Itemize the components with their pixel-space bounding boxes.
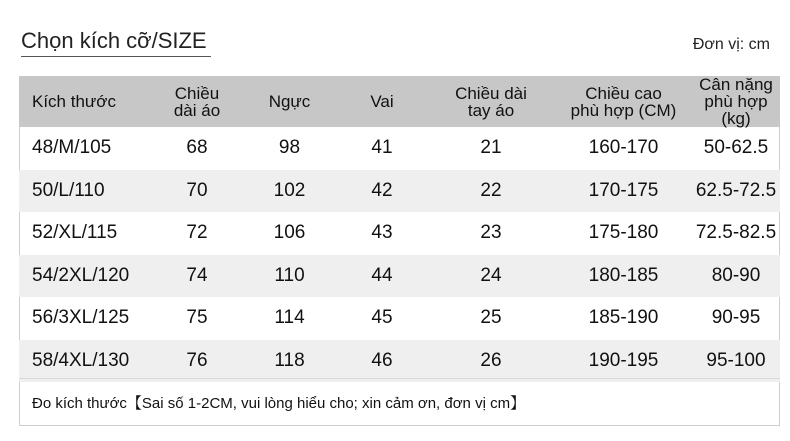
table-cell: 180-185 [588,264,659,286]
header-fit-height: Chiều cao phù hợp (CM) [570,83,677,120]
table-cell: 68 [186,137,208,159]
table-cell: 175-180 [588,222,659,244]
table-cell: 23 [480,222,502,244]
table-cell: 118 [274,349,305,371]
table-cell: 22 [480,179,502,201]
header-shoulder: Vai [370,92,394,111]
page-title: Chọn kích cỡ/SIZE [21,28,207,53]
table-cell: 50/L/110 [32,179,105,201]
table-cell: 74 [186,264,208,286]
table-cell: 110 [274,264,305,286]
table-cell: 25 [480,307,502,329]
table-row [19,297,780,340]
table-cell: 190-195 [588,349,659,371]
table-cell: 76 [186,349,208,371]
table-cell: 43 [371,222,393,244]
table-cell: 58/4XL/130 [32,349,130,371]
title-underline [21,56,211,57]
header-sleeve-length: Chiều dài tay áo [455,83,527,120]
table-cell: 48/M/105 [32,137,112,159]
table-cell: 95-100 [706,349,766,371]
table-row [19,170,780,213]
table-cell: 98 [278,137,301,159]
unit-label: Đơn vị: cm [692,36,770,53]
table-cell: 46 [371,349,393,371]
table-cell: 185-190 [588,307,659,329]
table-header-row [19,76,780,127]
table-row [19,255,780,298]
table-cell: 106 [273,222,306,244]
table-cell: 54/2XL/120 [32,264,130,286]
header-chest: Ngực [268,92,311,111]
table-cell: 90-95 [711,307,761,329]
table-cell: 80-90 [711,264,761,286]
table-cell: 26 [480,349,502,371]
table-cell: 44 [371,264,393,286]
table-cell: 170-175 [588,179,659,201]
table-cell: 75 [186,307,208,329]
table-row [19,127,780,170]
table-cell: 50-62.5 [703,137,769,159]
table-row [19,212,780,255]
table-cell: 62.5-72.5 [695,179,777,201]
table-cell: 45 [371,307,393,329]
table-cell: 42 [371,179,393,201]
table-row [19,340,780,383]
table-cell: 21 [480,137,502,159]
table-cell: 72 [186,222,208,244]
header-size: Kích thước [32,92,116,111]
header-fit-weight: Cân nặng phù hợp (kg) [699,75,773,128]
footer-divider [19,378,780,379]
size-chart-table [19,76,780,382]
header-shirt-length: Chiều dài áo [173,83,221,120]
measurement-note: Đo kích thước【Sai số 1-2CM, vui lòng hiểu cho; xin cảm ơn, đơn vị cm】 [32,395,526,412]
table-cell: 102 [273,179,306,201]
table-cell: 24 [480,264,502,286]
table-cell: 114 [274,307,305,329]
table-cell: 160-170 [588,137,659,159]
table-cell: 72.5-82.5 [695,222,777,244]
table-cell: 56/3XL/125 [32,307,130,329]
table-cell: 41 [371,137,393,159]
table-cell: 52/XL/115 [32,222,118,244]
table-cell: 70 [186,179,208,201]
